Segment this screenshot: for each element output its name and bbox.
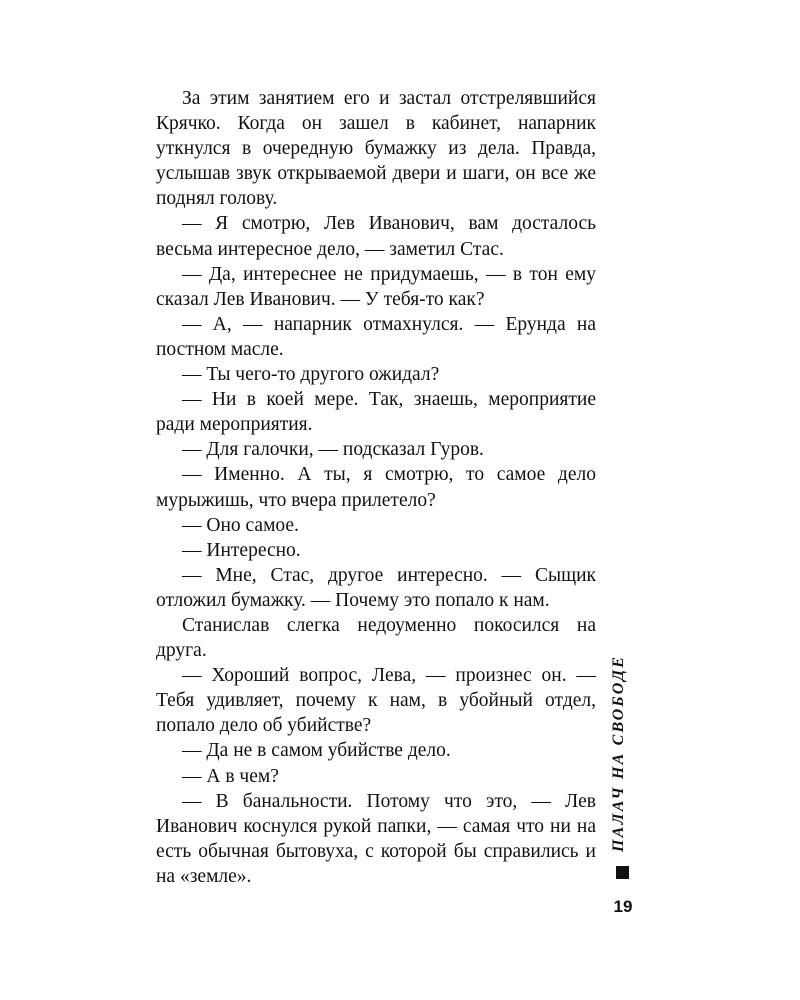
body-text <box>156 86 596 889</box>
paragraph: Станислав слегка недоуменно покосился на друга. <box>156 614 596 662</box>
paragraph: — Ты чего-то другого ожидал? <box>182 364 440 386</box>
paragraph: — А в чем? <box>182 765 279 787</box>
paragraph: — Хороший вопрос, Лева, — произнес он. — Тебя удивляет, почему к нам, в убойный отдел, попало дело об убийстве? <box>156 665 596 737</box>
paragraph: — Да не в самом убийстве дело. <box>182 740 451 762</box>
paragraph: — Для галочки, — подсказал Гуров. <box>182 439 484 461</box>
paragraph: — Я смотрю, Лев Иванович, вам досталось весьма интересное дело, — заметил Стас. <box>156 213 596 260</box>
paragraph: — Ни в коей мере. Так, знаешь, мероприятие ради мероприятия. <box>156 389 596 436</box>
paragraph: — Именно. А ты, я смотрю, то самое дело мурыжишь, что вчера прилетело? <box>156 464 596 511</box>
paragraph: За этим занятием его и застал отстрелявшийся Крячко. Когда он зашел в кабинет, напарник уткнулся в очередную бумажку из дела. Правда, услышав звук открываемой двери и шаги, он все же поднял голову. <box>156 88 596 210</box>
page-number: 19 <box>613 897 633 916</box>
paragraph: — В банальности. Потому что это, — Лев Иванович коснулся рукой папки, — самая что ни на есть обычная бытовуха, с которой бы справились и на «земле». <box>156 790 596 887</box>
paragraph: — Оно самое. <box>182 514 299 536</box>
paragraph: — Интересно. <box>182 539 301 561</box>
paragraph: — Мне, Стас, другое интересно. — Сыщик отложил бумажку. — Почему это попало к нам. <box>156 564 596 611</box>
running-head: ПАЛАЧ НА СВОБОДЕ <box>610 654 627 852</box>
paragraph: — А, — напарник отмахнулся. — Ерунда на постном масле. <box>156 313 596 360</box>
square-marker-icon <box>616 866 629 879</box>
paragraph: — Да, интереснее не придумаешь, — в тон ему сказал Лев Иванович. — У тебя-то как? <box>156 263 596 310</box>
